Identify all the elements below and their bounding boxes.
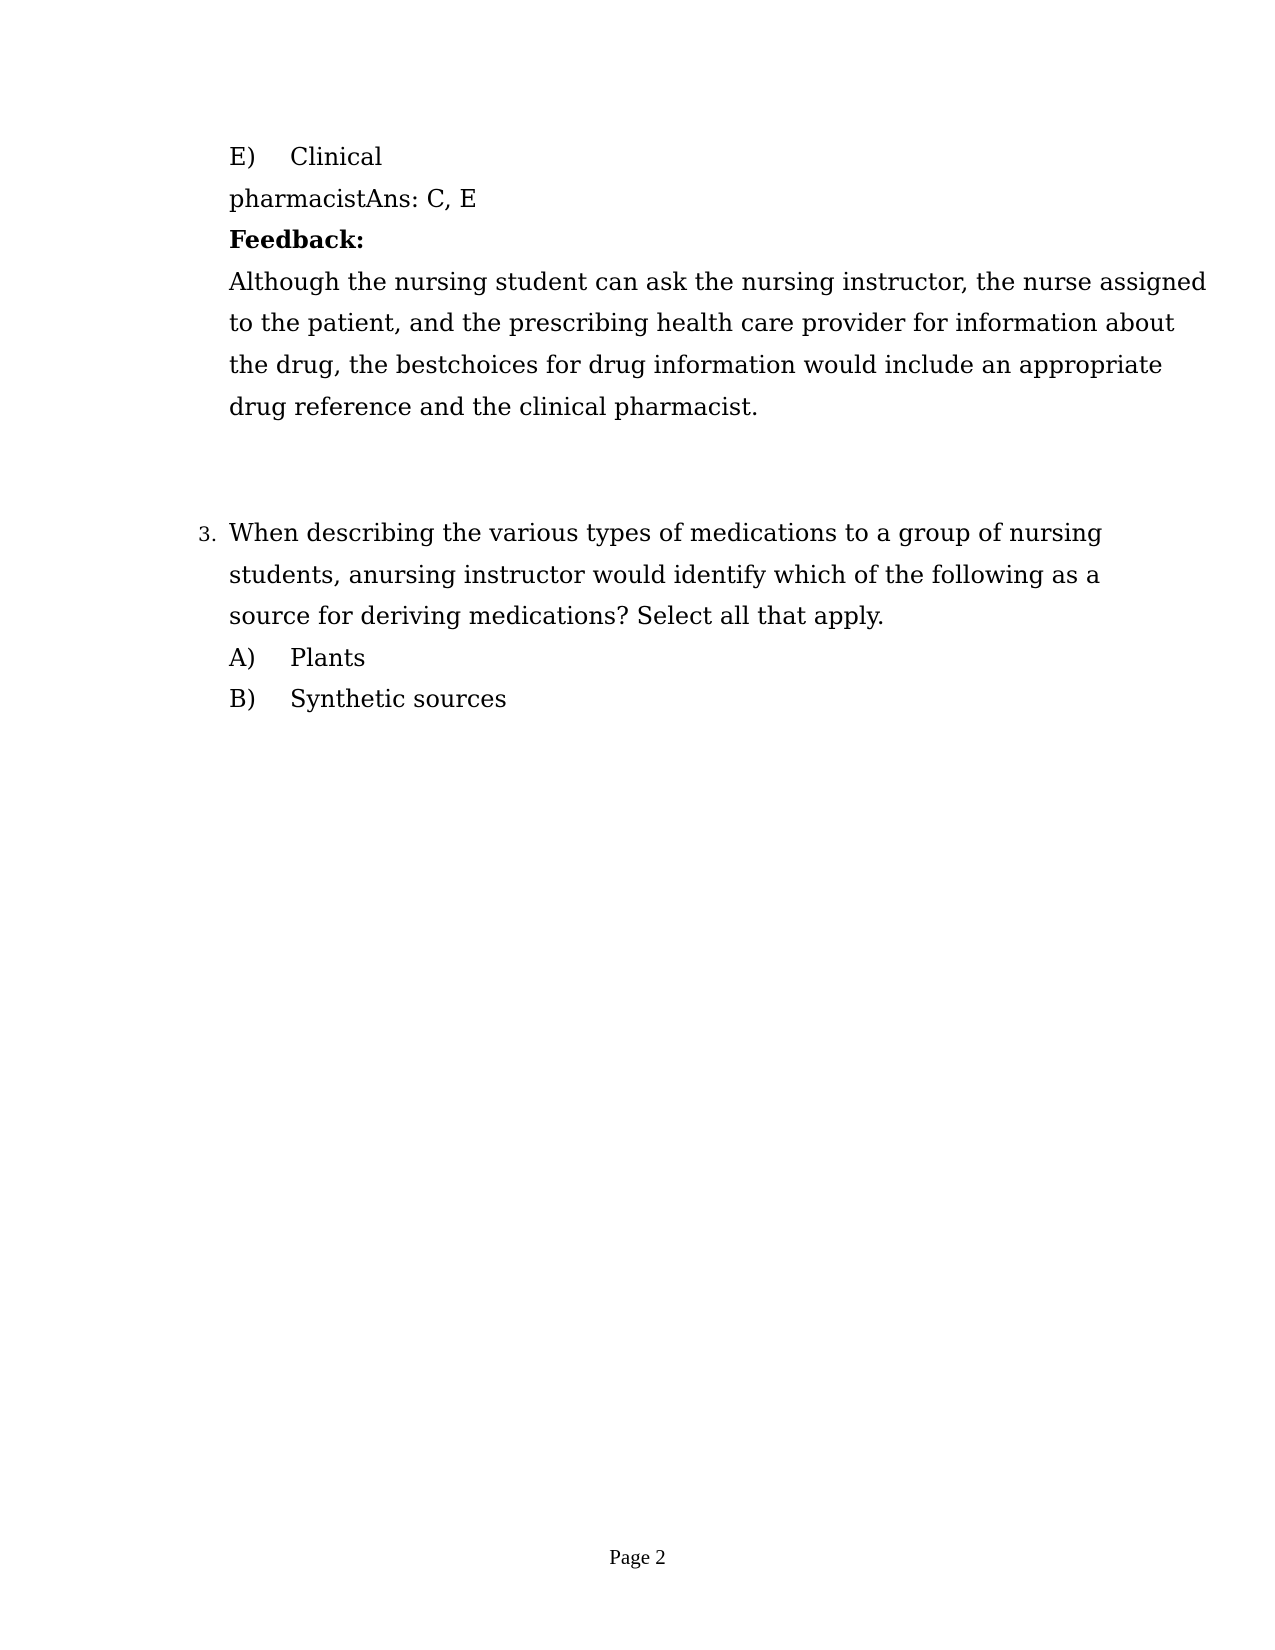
option-a-text: Plants: [290, 644, 366, 672]
feedback-label: Feedback:: [229, 225, 365, 254]
feedback-line-2: to the patient, and the prescribing health care provider for information about: [229, 309, 1175, 337]
feedback-line-1: Although the nursing student can ask the nursing instructor, the nurse assigned: [229, 268, 1207, 296]
feedback-line-3: the drug, the bestchoices for drug information would include an appropriate: [229, 351, 1163, 379]
feedback-line-4: drug reference and the clinical pharmacist.: [229, 393, 759, 421]
page-footer: [0, 1543, 1275, 1571]
answer-line: pharmacistAns: C, E: [229, 185, 477, 213]
option-e-text: Clinical: [290, 143, 383, 171]
question-3-number: 3.: [198, 522, 218, 546]
question-3-stem-line-1: When describing the various types of medications to a group of nursing: [229, 519, 1103, 547]
option-a-letter: A): [229, 644, 256, 672]
question-3-stem-line-3: source for deriving medications? Select all that apply.: [229, 602, 885, 630]
option-e-letter: E): [229, 143, 256, 171]
question-3-stem-line-2: students, anursing instructor would identify which of the following as a: [229, 561, 1101, 589]
page-number: Page 2: [609, 1545, 666, 1569]
option-b-text: Synthetic sources: [290, 685, 507, 713]
option-b-letter: B): [229, 685, 256, 713]
